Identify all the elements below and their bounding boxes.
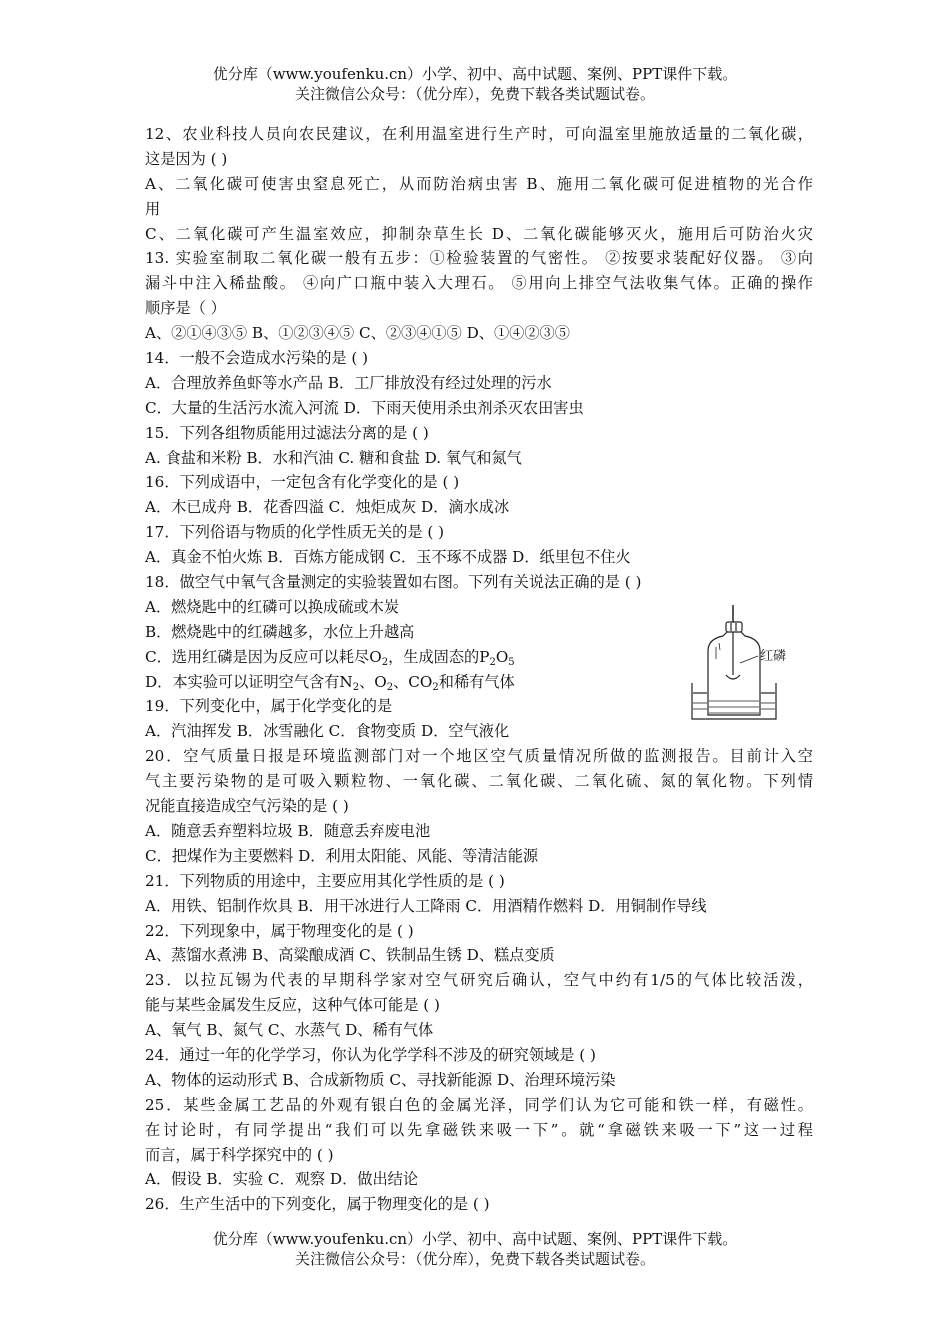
text-line-18c: C．选用红磷是因为反应可以耗尽O2，生成固态的P2O5 [145, 647, 515, 668]
text-line: 15．下列各组物质能用过滤法分离的是 ( ) [145, 423, 429, 442]
text-line: A、二氧化碳可使害虫窒息死亡，从而防治病虫害 B、施用二氧化碳可促进植物的光合作 [145, 174, 813, 193]
text-line: 20．空气质量日报是环境监测部门对一个地区空气质量情况所做的监测报告。目前计入空 [145, 747, 813, 766]
text-line: A．用铁、铝制作炊具 B．用干冰进行人工降雨 C．用酒精作燃料 D．用铜制作导线 [145, 896, 707, 915]
text-line: A、物体的运动形式 B、合成新物质 C、寻找新能源 D、治理环境污染 [145, 1070, 616, 1089]
figure-label: 红磷 [760, 649, 787, 664]
footer-line-1: 优分库（www.youfenku.cn）小学、初中、高中试题、案例、PPT课件下载。 [212, 1230, 738, 1248]
text-line: 22．下列现象中，属于物理变化的是 ( ) [145, 921, 414, 940]
text-line: 12、农业科技人员向农民建议，在利用温室进行生产时，可向温室里施放适量的二氧化碳， [145, 125, 813, 143]
text-line: A．合理放养鱼虾等水产品 B．工厂排放没有经过处理的污水 [145, 373, 552, 392]
text-line: 23．以拉瓦锡为代表的早期科学家对空气研究后确认，空气中约有1/5的气体比较活泼， [145, 971, 813, 990]
text-line: A、蒸馏水煮沸 B、高粱酿成酒 C、铁制品生锈 D、糕点变质 [145, 946, 555, 965]
header-line-1: 优分库（www.youfenku.cn）小学、初中、高中试题、案例、PPT课件下载。 [212, 65, 738, 83]
text-line: 气主要污染物的是可吸入颗粒物、一氧化碳、二氧化碳、二氧化硫、氮的氧化物。下列情 [145, 772, 813, 791]
header-line-2: 关注微信公众号：（优分库），免费下载各类试题试卷。 [294, 85, 655, 103]
text-line: A. 食盐和米粉 B．水和汽油 C. 糖和食盐 D. 氧气和氮气 [145, 448, 522, 467]
text-line: 况能直接造成空气污染的是 ( ) [145, 797, 349, 816]
text-line: 26．生产生活中的下列变化，属于物理变化的是 ( ) [145, 1195, 490, 1214]
text-line: 用 [145, 199, 161, 218]
text-line: A．真金不怕火炼 B．百炼方能成钢 C．玉不琢不成器 D．纸里包不住火 [145, 548, 631, 567]
apparatus-figure [690, 603, 800, 723]
text-line: 漏斗中注入稀盐酸。 ④向广口瓶中装入大理石。 ⑤用向上排空气法收集气体。正确的操作 [145, 274, 813, 293]
text-line: 13. 实验室制取二氧化碳一般有五步：①检验装置的气密性。 ②按要求装配好仪器。 ③向 [145, 249, 813, 268]
text-line: 17．下列俗语与物质的化学性质无关的是 ( ) [145, 523, 445, 542]
page-header [0, 64, 950, 104]
text-line: 16．下列成语中，一定包含有化学变化的是 ( ) [145, 473, 460, 492]
text-line: 而言，属于科学探究中的 ( ) [145, 1145, 334, 1164]
label-pointer [740, 656, 758, 663]
footer-line-2: 关注微信公众号：（优分库），免费下载各类试题试卷。 [294, 1250, 655, 1268]
text-line: A．木已成舟 B．花香四溢 C．烛炬成灰 D．滴水成冰 [145, 498, 510, 517]
page-footer [0, 1229, 950, 1269]
text-line: A．汽油挥发 B．冰雪融化 C．食物变质 D．空气液化 [145, 722, 510, 741]
text-line: 24．通过一年的化学学习，你认为化学学科不涉及的研究领域是 ( ) [145, 1045, 596, 1064]
text-line: 能与某些金属发生反应，这种气体可能是 ( ) [145, 996, 440, 1015]
text-line: 这是因为 ( ) [145, 149, 228, 168]
text-line: A．燃烧匙中的红磷可以换成硫或木炭 [145, 597, 399, 616]
text-line: 21．下列物质的用途中，主要应用其化学性质的是 ( ) [145, 871, 505, 890]
text-line: 19．下列变化中，属于化学变化的是 [145, 697, 393, 716]
water-trough [692, 683, 776, 719]
text-line: A、氧气 B、氮气 C、水蒸气 D、稀有气体 [145, 1021, 434, 1040]
text-line: B．燃烧匙中的红磷越多，水位上升越高 [145, 622, 415, 641]
text-line: 18．做空气中氧气含量测定的实验装置如右图。下列有关说法正确的是 ( ) [145, 573, 642, 592]
text-line: A．随意丢弃塑料垃圾 B．随意丢弃废电池 [145, 821, 431, 840]
text-line: 顺序是（ ） [145, 299, 226, 318]
text-line: C．把煤作为主要燃料 D．利用太阳能、风能、等清洁能源 [145, 846, 539, 865]
text-line: A．假设 B．实验 C．观察 D．做出结论 [145, 1170, 419, 1189]
text-line-18d: D．本实验可以证明空气含有N2、O2、CO2和稀有气体 [145, 672, 515, 693]
text-line: C、二氧化碳可产生温室效应，抑制杂草生长 D、二氧化碳能够灭火，施用后可防治火灾 [145, 224, 813, 243]
flask-icon [708, 605, 760, 715]
text-line: A、②①④③⑤ B、①②③④⑤ C、②③④①⑤ D、①④②③⑤ [145, 324, 570, 343]
text-line: 25．某些金属工艺品的外观有银白色的金属光泽，同学们认为它可能和铁一样，有磁性。 [145, 1095, 813, 1114]
text-line: 14．一般不会造成水污染的是 ( ) [145, 349, 369, 368]
text-line: 在讨论时，有同学提出“我们可以先拿磁铁来吸一下”。就“拿磁铁来吸一下”这一过程 [145, 1120, 813, 1139]
text-line: C．大量的生活污水流入河流 D．下雨天使用杀虫剂杀灭农田害虫 [145, 398, 584, 417]
